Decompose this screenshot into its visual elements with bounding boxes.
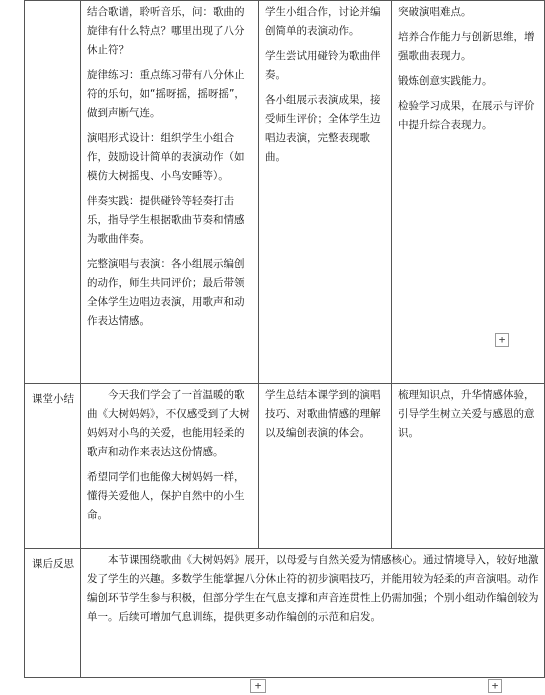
design-intent-cell — [392, 1, 545, 384]
add-row-handle[interactable]: + — [250, 679, 266, 693]
lesson-plan-table — [24, 0, 545, 678]
teacher-activity-cell — [81, 384, 259, 549]
teacher-paragraph: 演唱形式设计：组织学生小组合作，鼓励设计简单的表演动作（如模仿大树摇曳、小鸟安睡等）。 — [87, 132, 245, 182]
reflection-cell — [81, 549, 545, 678]
row-label-summary: 课堂小结 — [25, 384, 81, 549]
table-row — [25, 1, 545, 384]
intent-paragraph: 梳理知识点，升华情感体验，引导学生树立关爱与感恩的意识。 — [398, 389, 535, 439]
design-intent-cell — [392, 384, 545, 549]
table-row — [25, 384, 545, 549]
intent-paragraph: 锻炼创意实践能力。 — [398, 75, 493, 87]
add-column-handle[interactable]: + — [495, 333, 509, 347]
teacher-paragraph: 伴奏实践：提供碰铃等轻奏打击乐，指导学生根据歌曲节奏和情感为歌曲伴奏。 — [87, 195, 245, 245]
table-resize-handle[interactable]: + — [488, 679, 502, 693]
student-paragraph: 学生总结本课学到的演唱技巧、对歌曲情感的理解以及编创表演的体会。 — [265, 389, 381, 439]
row-label — [25, 1, 81, 384]
teacher-activity-cell — [81, 1, 259, 384]
intent-paragraph: 突破演唱难点。 — [398, 6, 472, 18]
teacher-paragraph: 今天我们学会了一首温暖的歌曲《大树妈妈》，不仅感受到了大树妈妈对小鸟的关爱，也能用轻柔的歌声和动作来表达这份情感。 — [87, 389, 250, 458]
student-paragraph: 学生小组合作，讨论并编创简单的表演动作。 — [265, 6, 381, 37]
teacher-paragraph: 完整演唱与表演：各小组展示编创的动作，师生共同评价；最后带领全体学生边唱边表演，用歌声和动作表达情感。 — [87, 258, 245, 327]
student-paragraph: 学生尝试用碰铃为歌曲伴奏。 — [265, 50, 381, 81]
intent-paragraph: 培养合作能力与创新思维，增强歌曲表现力。 — [398, 31, 535, 62]
intent-paragraph: 检验学习成果，在展示与评价中提升综合表现力。 — [398, 100, 535, 131]
teacher-paragraph: 希望同学们也能像大树妈妈一样，懂得关爱他人，保护自然中的小生命。 — [87, 471, 245, 521]
reflection-paragraph: 本节课围绕歌曲《大树妈妈》展开，以母爱与自然关爱为情感核心。通过情境导入，较好地激发了学生的兴趣。多数学生能掌握八分休止符的初步演唱技巧，并能用较为轻柔的声音演唱。动作编创环节学生参与积极，但部分学生在气息支撑和声音连贯性上仍需加强；个别小组动作编创较为单一。后续可增加气息训练，提供更多动作编创的示范和启发。 — [87, 554, 539, 623]
table-row — [25, 549, 545, 678]
student-paragraph: 各小组展示表演成果，接受师生评价；全体学生边唱边表演，完整表现歌曲。 — [265, 94, 381, 163]
teacher-paragraph: 结合歌谱，聆听音乐，问：歌曲的旋律有什么特点？哪里出现了八分休止符？ — [87, 6, 245, 56]
student-activity-cell — [259, 1, 392, 384]
student-activity-cell — [259, 384, 392, 549]
teacher-paragraph: 旋律练习：重点练习带有八分休止符的乐句，如“摇呀摇，摇呀摇”，做到声断气连。 — [87, 69, 245, 119]
row-label-reflection: 课后反思 — [25, 549, 81, 678]
